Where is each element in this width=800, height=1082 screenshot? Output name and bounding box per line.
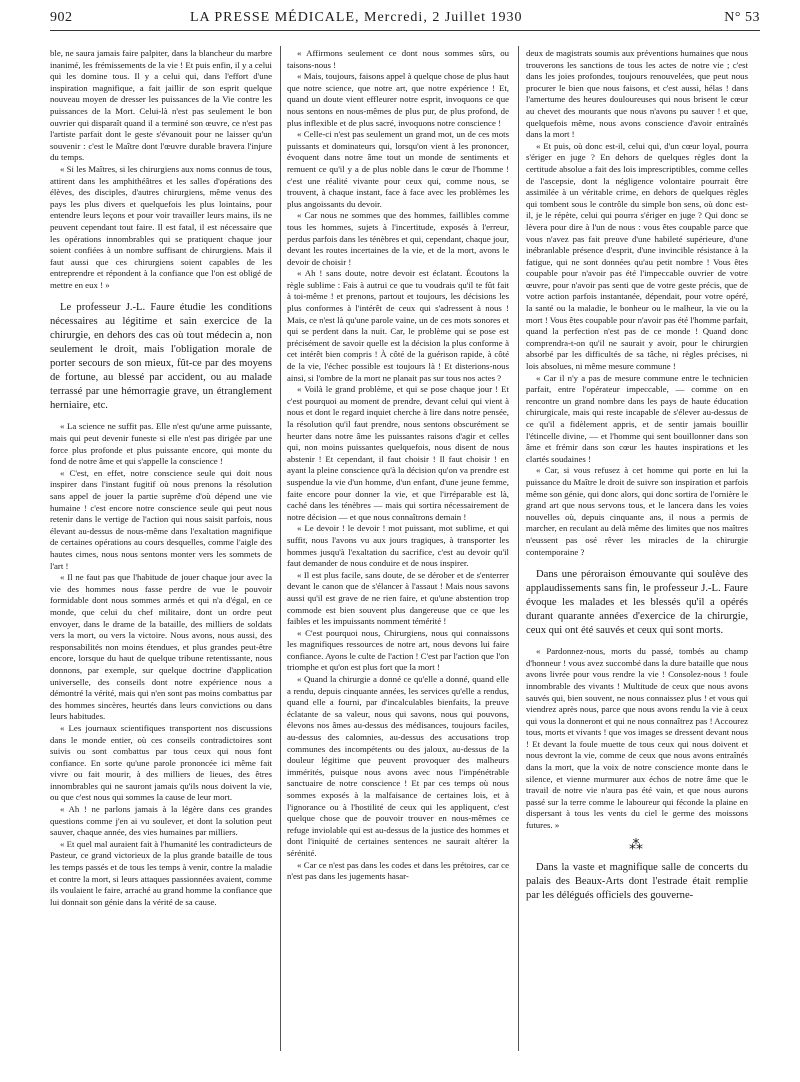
page-number: 902 — [50, 10, 73, 25]
column-divider — [280, 46, 281, 1051]
column-left — [50, 48, 272, 1048]
paragraph: « Et quel mal auraient fait à l'humanité les contradicteurs de Pasteur, ce grand victorieux de la plus grande bataille de tous les temps passés et de tous les temps à venir, contre la maladie et contre la mort, si leurs attaques passionnées avaient, comme ils voulaient le faire, arraché au grand homme la confiance que lui donnait son génie dans la vérité de sa cause. — [50, 838, 272, 907]
paragraph: « Le devoir ! le devoir ! mot puissant, mot sublime, et qui suffit, nous l'avons vu aux jours tragiques, à transporter les hommes jusqu'à l'exaltation du sacrifice, c'est au devoir qu'il faut demander de nous conduire et de nous inspirer. — [287, 523, 509, 569]
column-divider — [518, 46, 519, 1051]
paragraph: « Celle-ci n'est pas seulement un grand mot, un de ces mots puissants et dominateurs qui, lorsqu'on vient à les prononcer, évoquent dans notre âme tout un monde de sentiments et remuent ce qu'il y a de plus noble dans le cœur de l'homme ! c'est une réalité vivante pour ceux qui, comme nous, se trouvent, à chaque instant, face à face avec les problèmes les plus angoissants du devoir. — [287, 129, 509, 209]
section-asterism: ⁂ — [629, 837, 645, 853]
paragraph: « Pardonnez-nous, morts du passé, tombés au champ d'honneur ! vous avez succombé dans la dure bataille que nous avons livrée pour vous rendre la vie ! Consolez-nous ! foule innombrable des vivants ! Multitude de ceux que nous avons sauvés qui, bien souvent, ne nous connaissez plus ! et vous qui viendrez après nous, parce que nous avons rendu la vie à ceux qui vous la donneront et qui ne nous connaîtrez pas ! Accourez tous, morts et vivants ! que vos images se dressent devant nous ! Et devant la foule muette de tous ceux qui nous doivent et nous devront la vie, comme de ceux que nous avons entraînés dans la mort, que la voix de notre conscience monte dans le silence, et vienne murmurer aux échos de notre âme que le travail de notre vie n'aura pas été vain, et que nous aurons passé sur la terre comme le laboureur qui féconde la plaine en dispersant à tous les vents du ciel le germe des moissons futures. » — [526, 646, 748, 831]
paragraph: « Il ne faut pas que l'habitude de jouer chaque jour avec la vie des hommes nous fasse perdre de vue le pouvoir formidable dont nous sommes armés et qui n'a d'égal, en ce monde, que celui du chef militaire, dont un ordre peut envoyer, dans le drame de la bataille, des milliers de soldats vers la mort, ou vers la victoire. Nous avons, nous aussi, des responsabilités non moins étendues, et plus grandes peut-être encore, lorsque du haut de quelque tribune retentissante, nous donnons, par exemple, sur quelque doctrine d'application universelle, des conseils dont notre expérience nous a démontré la vérité, mais qui n'en sont pas moins combattus par des hommes sincères, heurtés dans leurs convictions ou dans leurs habitudes. — [50, 572, 272, 722]
paragraph: « Il est plus facile, sans doute, de se dérober et de s'enterrer devant le canon que de s'élancer à l'assaut ! Mais nous savons aussi qu'il est grave de ne rien faire, et qu'une abstention trop commode est bien souvent plus dangereuse que ce que les faibles et les impuissants nomment témérité ! — [287, 569, 509, 627]
paragraph: « Ah ! sans doute, notre devoir est éclatant. Écoutons la règle sublime : Fais à autrui ce que tu voudrais qu'il te fût fait à toi-même ! et prenons, partout et toujours, les décisions les plus conformes à l'intérêt de ceux qui s'adressent à nous ! Mais, ce n'est là qu'une parole vaine, un de ces mots sonores et qui se perdent dans la nuit. Car, le problème qui se pose est précisément de savoir quelle est la décision la plus conforme à cet intérêt bien compris ! À côté de la guérison rapide, à côté de la vie, l'échec possible est toujours là ! Et disterions-nous ainsi, si l'ombre de la mort ne planait pas sur tous nos actes ? — [287, 268, 509, 383]
paragraph: « Si les Maîtres, si les chirurgiens aux noms connus de tous, attirent dans les amphithéâtres et les salles d'opérations des élèves, des disciples, d'autres chirurgiens, même venus des pays les plus divers et quelquefois les plus lointains, pour entendre leurs leçons et pour voir travailler leurs mains, ils ne peuvent cependant tout faire. Il est fatal, il est nécessaire que les opérations innombrables qui se pratiquent chaque jour soient confiées à un nombre suffisant de chirurgiens. Mais il faut aussi que ces chirurgiens soient capables de les entreprendre et répondent à la confiance que l'on est obligé de mettre en eux ! » — [50, 163, 272, 290]
paragraph: « Mais, toujours, faisons appel à quelque chose de plus haut que notre science, que notre art, que notre expérience ! Et, quand un doute vient effleurer notre esprit, invoquons ce que nous sentons en nous-mêmes de plus pur, de plus profond, de plus inflexible et de plus sacré, invoquons notre conscience ! — [287, 71, 509, 128]
paragraph: « Car, si vous refusez à cet homme qui porte en lui la puissance du Maître le droit de suivre son inspiration et parfois même son génie, qui donc alors, qui donc sortira de l'ornière le grand art que nous servons tous, et le lancera dans les voies nouvelles où, depuis cinquante ans, il nous a permis de marcher, en reculant au delà même des limites que nos maîtres n'eussent pas osé rêver les miracles de la chirurgie contemporaine ? — [526, 465, 748, 557]
journal-title: LA PRESSE MÉDICALE, Mercredi, 2 Juillet 1930 — [190, 10, 523, 25]
paragraph: « C'est, en effet, notre conscience seule qui doit nous inspirer dans l'instant fugitif où nous prenons la résolution sans appel de jouer la partie suprême d'où dépend une vie humaine ! c'est encore notre conscience seule qui peut nous retenir dans le vertige de l'action qui nous saisit parfois, nous élevant au-dessus de nous-même dans l'exaltation magnifique de certaines opérations au cours desquelles, comme l'aigle des hautes cimes, nous nous sentons monter vers les sommets de l'art ! — [50, 467, 272, 571]
paragraph: ble, ne saura jamais faire palpiter, dans la blancheur du marbre inanimé, les frémissements de la vie ! Et puis enfin, il y a celui qui les domine tous. Il y a celui qui, dans l'effort d'une inspiration magnifique, a fait jaillir de son esprit quelque nouveau moyen de dresser les puissances de la Vie contre les puissances de la Mort. Celui-là n'est pas seulement le bon ouvrier qui disparaît quand il a terminé son œuvre, ce n'est pas l'artiste parfait dont le geste s'évanouit pour ne laisser qu'un souvenir : c'est le Maître dont l'œuvre durable bravera l'injure du temps. — [50, 48, 272, 163]
paragraph: « Car nous ne sommes que des hommes, faillibles comme tous les hommes, sujets à l'incertitude, exposés à l'erreur, perdus parfois dans les ténèbres et qui, cependant, chaque jour, devant les routes incertaines de la vie, et de la mort, avons le devoir de choisir ! — [287, 210, 509, 267]
paragraph-narration: Dans la vaste et magnifique salle de concerts du palais des Beaux-Arts dont l'estrade était remplie par les délégués officiels des gouverne- — [526, 862, 748, 902]
paragraph: « Quand la chirurgie a donné ce qu'elle a donné, quand elle a rendu, depuis cinquante années, les services qu'elle a rendus, quand elle a fourni, par d'incalculables bienfaits, la preuve éclatante de sa valeur, nous qui savons, nous qui pouvons, élevons nos âmes au-dessus des médisances, toujours faciles, au-dessus des calomnies, au-dessus des accusations trop communes des incompétents ou des jaloux, au-dessus de la douleur légitime que peuvent provoquer des malheurs immérités, puisque nous avons avec nous l'impénétrable sanctuaire de notre conscience ! Et par ces temps où nous sommes exposés à la malfaisance de certaines lois, et à l'ignorance ou à l'hostilité de ceux qui les appliquent, c'est quelque chose que de pouvoir trouver en nous-mêmes ce refuge inviolable qui est au-dessus de la justice des hommes et dont l'iniquité de certaines sentences ne saurait altérer la sérénité. — [287, 674, 509, 858]
paragraph: « Car il n'y a pas de mesure commune entre le technicien parfait, entre l'opérateur impeccable, — comme on en rencontre un grand nombre dans les pays de haute éducation chirurgicale, mais qui reste incapable de s'élever au-dessus de ce qu'il a fidèlement appris, et de sentir jamais bouillir l'étincelle divine, — et l'homme qui sent bouillonner dans son âme et frémir dans son cœur les hautes inspirations et les clartés soudaines ! — [526, 372, 748, 464]
header-rule — [50, 30, 760, 31]
page-header — [50, 10, 760, 32]
paragraph: « La science ne suffit pas. Elle n'est qu'une arme puissante, mais qui peut devenir funeste si elle n'est pas dirigée par une force plus profonde et plus puissante encore, qui monte du fond de notre âme et qui s'appelle la conscience ! — [50, 421, 272, 467]
paragraph: deux de magistrats soumis aux préventions humaines que nous trouverons les sanctions de tous les actes de notre vie ; c'est dans les joies profondes, toujours renouvelées, que peut nous procurer le bien que nous faisons, et c'est aussi, hélas ! dans l'amertume des heures douloureuses qui nous brisent le cœur au chevet des mourants que nous n'avons pu sauver ! et que, quelquefois même, nous avons conscience d'avoir entraînés dans la mort ! — [526, 48, 748, 140]
paragraph: « Affirmons seulement ce dont nous sommes sûrs, ou taisons-nous ! — [287, 48, 509, 70]
paragraph: « Voilà le grand problème, et qui se pose chaque jour ! Et c'est pourquoi au moment de prendre, devant celui qui vient à nous et dont le regard inquiet cherche à lire dans notre pensée, la résolution qu'il faut prendre, nous sentons obscurément se heurter dans notre âme les puissantes raisons d'agir et celles qui, non moins puissantes quelquefois, nous disent de nous abstenir ! Et cependant, il faut choisir ! Il faut choisir ! en ayant la pleine conscience qu'à la décision qu'on va prendre est suspendue la vie d'un homme, d'un enfant, d'une jeune femme, faite encore pour donner la vie, et que l'irréparable est là, caché dans les ténèbres — mais qui sortira nécessairement de notre décision — et que nous connaîtrons demain ! — [287, 384, 509, 522]
issue-number: N° 53 — [724, 10, 760, 25]
paragraph: « Car ce n'est pas dans les codes et dans les prétoires, car ce n'est pas dans les jugements hasar- — [287, 859, 509, 882]
paragraph: « Les journaux scientifiques transportent nos discussions dans le monde entier, où ces conseils contradictoires sont suivis ou sont combattus par tous ceux qui nous font confiance. En sorte qu'une parole prononcée ici même fait vivre ou fait mourir, à des milliers de lieues, des êtres innombrables qui ne sauront jamais qu'ils nous doivent la vie, ou que c'est nous qui sommes la cause de leur mort. — [50, 722, 272, 803]
paragraph-narration: Dans une péroraison émouvante qui soulève des applaudissements sans fin, le professeur J.-L. Faure évoque les malades et les blessés qu'il a opérés durant quarante années d'exercice de la chirurgie, ceux qui ont été sauvés et ceux qui sont morts. — [526, 569, 748, 637]
paragraph: « Et puis, où donc est-il, celui qui, d'un cœur loyal, pourra s'ériger en juge ? En dehors de quelques règles dont la certitude absolue a fait des lois imprescriptibles, comme celles de l'ascepsie, dont la négligence volontaire pourrait être assimilée à un véritable crime, en dehors de quelques règles qui tombent sous le contrôle du simple bon sens, où donc est-il, je le répète, celui qui pourra s'ériger en juge ? Qui donc se lèvera pour dire à l'un de nous : vous êtes coupable parce que vous n'avez pas fait preuve d'une habileté supérieure, d'une inébranlable présence d'esprit, d'une invincible résistance à la fatigue, qui ne sont données qu'au petit nombre ! Vous êtes coupable pour n'avoir pas été l'impeccable ouvrier de votre œuvre, pour n'avoir pas senti que de votre geste précis, que de votre action parfois instantanée, dépendait, pour votre opéré, la santé ou la maladie, le bonheur ou le malheur, la vie ou la mort ! Vous êtes coupable pour n'avoir pas été l'homme parfait, quand la perfection n'est pas de ce monde ! Quand donc comprendra-t-on qu'il ne saurait y avoir, pour le chirurgien absorbé par les difficultés de sa tâche, ni règles précises, ni lois absolues, ni même mesure commune ! — [526, 140, 748, 372]
column-middle — [287, 48, 509, 1048]
paragraph: « Ah ! ne parlons jamais à la légère dans ces grandes questions comme j'en ai vu soulever, et dont la solution peut sauver, chaque année, des vies humaines par milliers. — [50, 804, 272, 838]
column-right — [526, 48, 748, 1048]
paragraph-intro: Le professeur J.-L. Faure étudie les conditions nécessaires au légitime et sain exercice de la chirurgie, en dehors des cas où tout médecin a, non seulement le droit, mais l'obligation morale de porter secours de son mieux, fût-ce par des moyens de fortune, au blessé par accident, ou au malade terrassé par une hémorragie grave, un étranglement herniaire, etc. — [50, 302, 272, 412]
paragraph: « C'est pourquoi nous, Chirurgiens, nous qui connaissons les magnifiques ressources de notre art, nous devons lui faire confiance. Ayons le culte de l'action ! C'est par l'action que l'on triomphe et qu'on est plus fort que la mort ! — [287, 627, 509, 673]
